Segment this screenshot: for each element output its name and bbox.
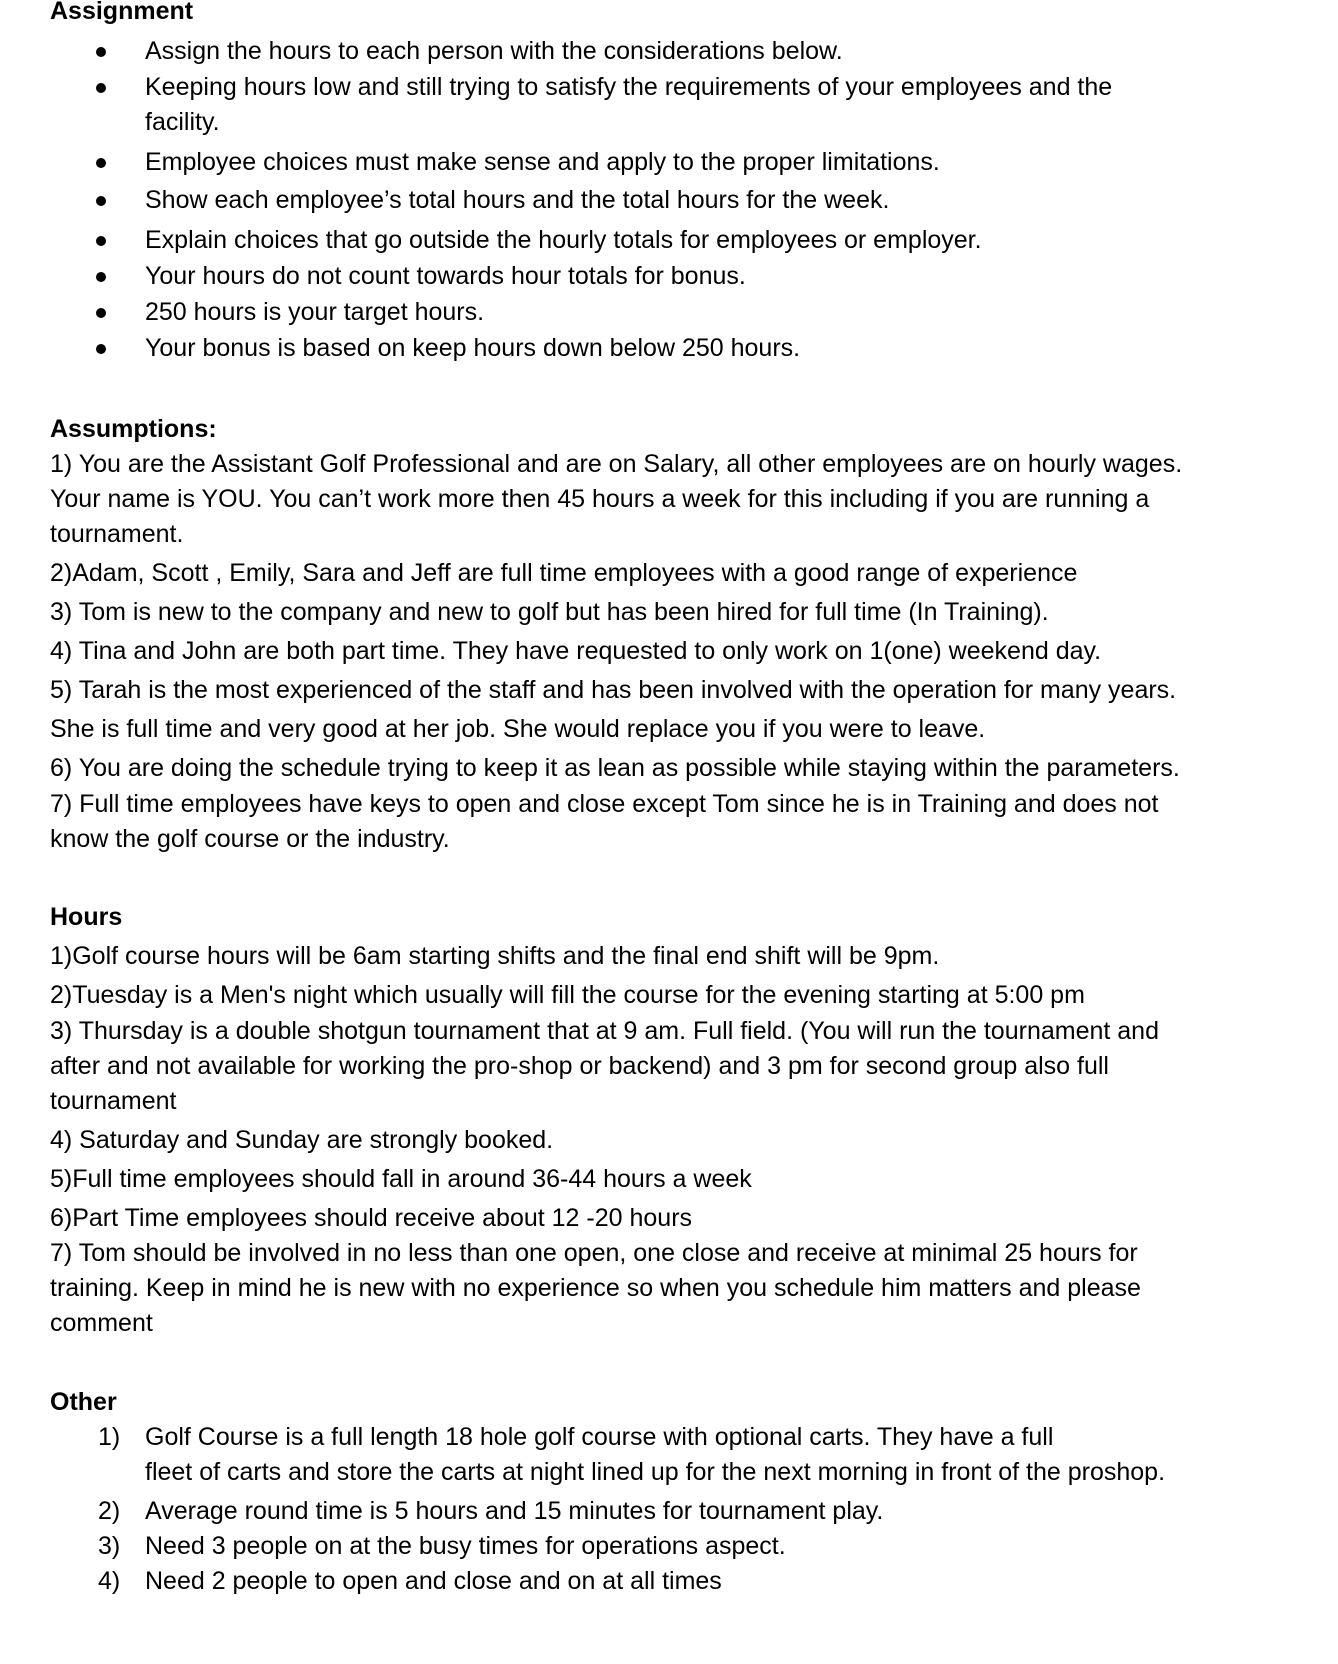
assignment-item: Your hours do not count towards hour totals for bonus. xyxy=(145,262,746,290)
other-item-number: 4) xyxy=(98,1567,121,1595)
bullet-icon xyxy=(96,47,106,57)
assumptions-line: tournament. xyxy=(50,520,184,548)
assignment-heading: Assignment xyxy=(50,0,194,25)
assumptions-line: 7) Full time employees have keys to open and close except Tom since he is in Training and does not xyxy=(50,790,1159,818)
assignment-item: 250 hours is your target hours. xyxy=(145,298,485,326)
hours-heading: Hours xyxy=(50,903,123,931)
bullet-icon xyxy=(96,83,106,93)
other-item-continuation: fleet of carts and store the carts at night lined up for the next morning in front of the proshop. xyxy=(145,1458,1166,1486)
assumptions-line: 4) Tina and John are both part time. They have requested to only work on 1(one) weekend day. xyxy=(50,637,1102,665)
hours-line: comment xyxy=(50,1309,153,1337)
hours-line: tournament xyxy=(50,1087,177,1115)
assumptions-line: know the golf course or the industry. xyxy=(50,825,450,853)
hours-line: 5)Full time employees should fall in around 36-44 hours a week xyxy=(50,1165,752,1193)
assumptions-heading: Assumptions: xyxy=(50,415,217,443)
assignment-item: Employee choices must make sense and apply to the proper limitations. xyxy=(145,148,940,176)
assumptions-line: 2)Adam, Scott , Emily, Sara and Jeff are full time employees with a good range of experience xyxy=(50,559,1078,587)
assignment-item: Keeping hours low and still trying to satisfy the requirements of your employees and the xyxy=(145,73,1113,101)
assignment-item: Your bonus is based on keep hours down below 250 hours. xyxy=(145,334,801,362)
assumptions-line: Your name is YOU. You can’t work more then 45 hours a week for this including if you are running a xyxy=(50,485,1150,513)
assumptions-line: 5) Tarah is the most experienced of the staff and has been involved with the operation for many years. xyxy=(50,676,1177,704)
other-item: Need 2 people to open and close and on at all times xyxy=(145,1567,722,1595)
bullet-icon xyxy=(96,236,106,246)
assignment-item: Assign the hours to each person with the considerations below. xyxy=(145,37,843,65)
hours-line: 4) Saturday and Sunday are strongly booked. xyxy=(50,1126,554,1154)
assignment-item: Explain choices that go outside the hourly totals for employees or employer. xyxy=(145,226,982,254)
hours-line: training. Keep in mind he is new with no experience so when you schedule him matters and please xyxy=(50,1274,1141,1302)
bullet-icon xyxy=(96,272,106,282)
assumptions-line: 1) You are the Assistant Golf Professional and are on Salary, all other employees are on hourly wages. xyxy=(50,450,1183,478)
other-item-number: 1) xyxy=(98,1423,121,1451)
hours-line: 3) Thursday is a double shotgun tournament that at 9 am. Full field. (You will run the tournament and xyxy=(50,1017,1159,1045)
other-item-number: 3) xyxy=(98,1532,121,1560)
other-item-number: 2) xyxy=(98,1497,121,1525)
bullet-icon xyxy=(96,344,106,354)
other-item: Golf Course is a full length 18 hole golf course with optional carts. They have a full xyxy=(145,1423,1054,1451)
bullet-icon xyxy=(96,158,106,168)
assumptions-line: She is full time and very good at her job. She would replace you if you were to leave. xyxy=(50,715,986,743)
bullet-icon xyxy=(96,308,106,318)
other-heading: Other xyxy=(50,1388,117,1416)
assignment-item-continuation: facility. xyxy=(145,108,220,136)
other-item: Average round time is 5 hours and 15 minutes for tournament play. xyxy=(145,1497,884,1525)
assignment-item: Show each employee’s total hours and the total hours for the week. xyxy=(145,186,890,214)
hours-line: 6)Part Time employees should receive about 12 -20 hours xyxy=(50,1204,693,1232)
hours-line: 1)Golf course hours will be 6am starting shifts and the final end shift will be 9pm. xyxy=(50,942,940,970)
bullet-icon xyxy=(96,196,106,206)
hours-line: after and not available for working the pro-shop or backend) and 3 pm for second group also full xyxy=(50,1052,1109,1080)
assumptions-line: 3) Tom is new to the company and new to golf but has been hired for full time (In Training). xyxy=(50,598,1049,626)
assumptions-line: 6) You are doing the schedule trying to keep it as lean as possible while staying within the parameters. xyxy=(50,754,1180,782)
hours-line: 7) Tom should be involved in no less than one open, one close and receive at minimal 25 hours for xyxy=(50,1239,1138,1267)
hours-line: 2)Tuesday is a Men's night which usually will fill the course for the evening starting at 5:00 pm xyxy=(50,981,1085,1009)
other-item: Need 3 people on at the busy times for operations aspect. xyxy=(145,1532,786,1560)
